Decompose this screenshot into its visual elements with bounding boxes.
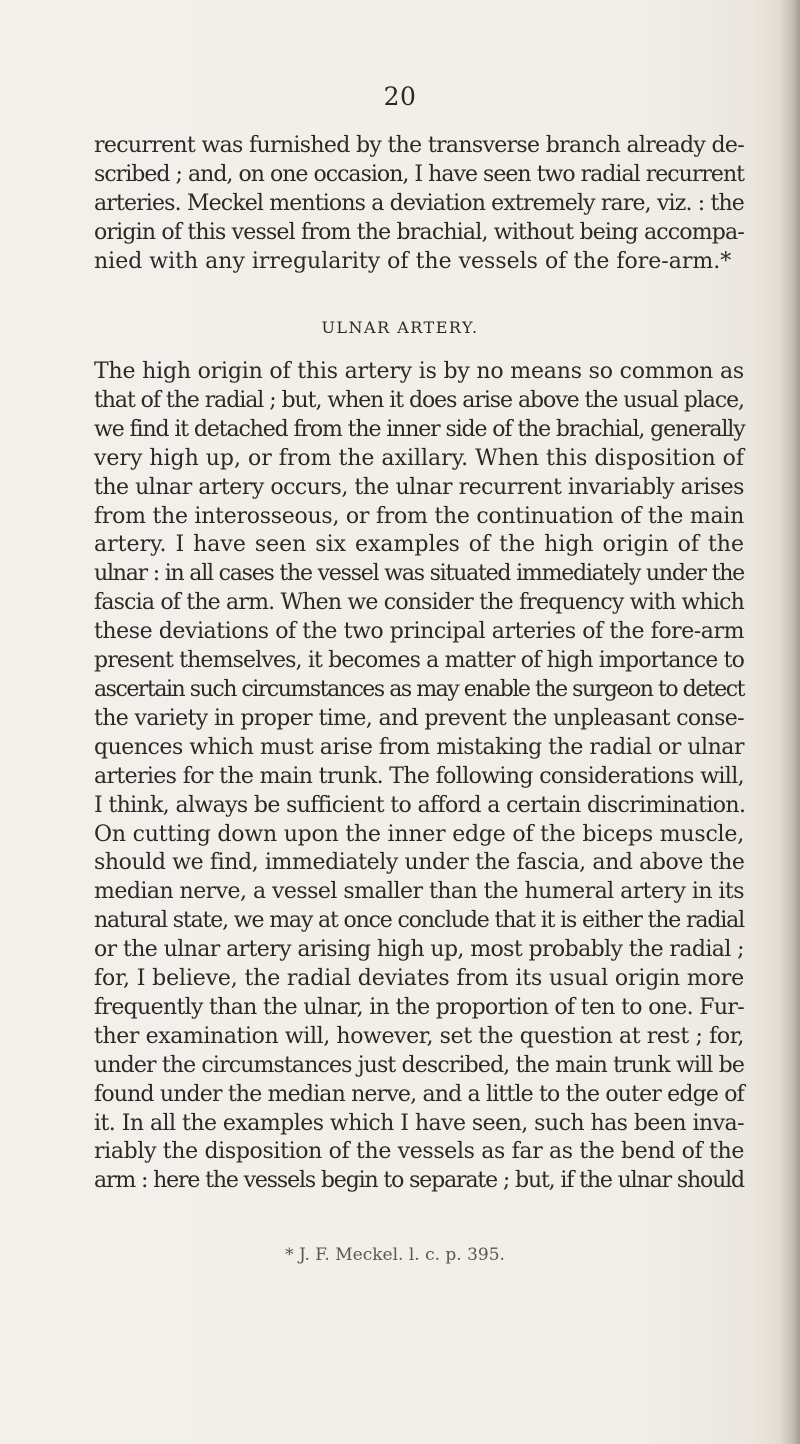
text-line: origin of this vessel from the brachial, without being accompa- xyxy=(94,219,744,245)
text-line: arteries for the main trunk. The following considerations will, xyxy=(94,763,744,789)
page-number: 20 xyxy=(383,82,417,111)
text-line: ther examination will, however, set the question at rest ; for, xyxy=(94,1023,745,1049)
text-line: recurrent was furnished by the transverse branch already de- xyxy=(94,133,744,158)
text-line: riably the disposition of the vessels as far as the bend of the xyxy=(94,1139,744,1165)
text-line: the ulnar artery occurs, the ulnar recurrent invariably arises xyxy=(94,474,744,500)
text-line: quences which must arise from mistaking the radial or ulnar xyxy=(94,734,744,760)
text-line: present themselves, it becomes a matter of high importance to xyxy=(94,648,744,674)
text-line: On cutting down upon the inner edge of the biceps muscle, xyxy=(94,821,744,847)
text-line: ascertain such circumstances as may enable the surgeon to detect xyxy=(94,676,744,702)
page-edge-shadow xyxy=(780,0,800,1444)
text-line: we find it detached from the inner side of the brachial, generally xyxy=(94,416,745,442)
text-line: arteries. Meckel mentions a deviation extremely rare, viz. : the xyxy=(94,190,744,216)
intro-paragraph xyxy=(94,132,744,277)
text-line: the variety in proper time, and prevent the unpleasant conse- xyxy=(94,705,744,731)
text-line: for, I believe, the radial deviates from its usual origin more xyxy=(94,966,744,992)
text-line: nied with any irregularity of the vessels of the fore-arm.* xyxy=(94,248,732,274)
text-line: from the interosseous, or from the continuation of the main xyxy=(94,503,744,529)
text-line: or the ulnar artery arising high up, most probably the radial ; xyxy=(94,937,744,963)
text-line: scribed ; and, on one occasion, I have seen two radial recurrent xyxy=(94,161,744,187)
text-line: frequently than the ulnar, in the proportion of ten to one. Fur- xyxy=(94,994,744,1020)
text-line: artery. I have seen six examples of the high origin of the xyxy=(94,532,744,558)
intro-paragraph-text xyxy=(94,132,744,277)
text-line: very high up, or from the axillary. When this disposition of xyxy=(94,445,744,471)
text-line: found under the median nerve, and a little to the outer edge of xyxy=(94,1081,745,1107)
text-line: should we find, immediately under the fascia, and above the xyxy=(94,850,745,876)
body-paragraph xyxy=(94,358,744,1196)
section-heading: ULNAR ARTERY. xyxy=(321,318,479,337)
text-line: these deviations of the two principal arteries of the fore-arm xyxy=(94,619,744,645)
body-paragraph-text xyxy=(94,358,744,1196)
footnote: * J. F. Meckel. l. c. p. 395. xyxy=(285,1245,505,1265)
text-line: natural state, we may at once conclude that it is either the radial xyxy=(94,908,744,934)
text-line: I think, always be sufficient to afford a certain discrimination. xyxy=(94,792,746,818)
text-line: fascia of the arm. When we consider the frequency with which xyxy=(94,590,744,616)
text-line: median nerve, a vessel smaller than the humeral artery in its xyxy=(94,879,744,905)
text-line: The high origin of this artery is by no means so common as xyxy=(94,359,744,384)
text-line: that of the radial ; but, when it does arise above the usual place, xyxy=(94,387,744,413)
text-line: arm : here the vessels begin to separate ; but, if the ulnar should xyxy=(94,1168,744,1194)
text-line: under the circumstances just described, the main trunk will be xyxy=(94,1052,744,1078)
text-line: ulnar : in all cases the vessel was situated immediately under the xyxy=(94,561,744,587)
text-line: it. In all the examples which I have seen, such has been inva- xyxy=(94,1110,744,1136)
